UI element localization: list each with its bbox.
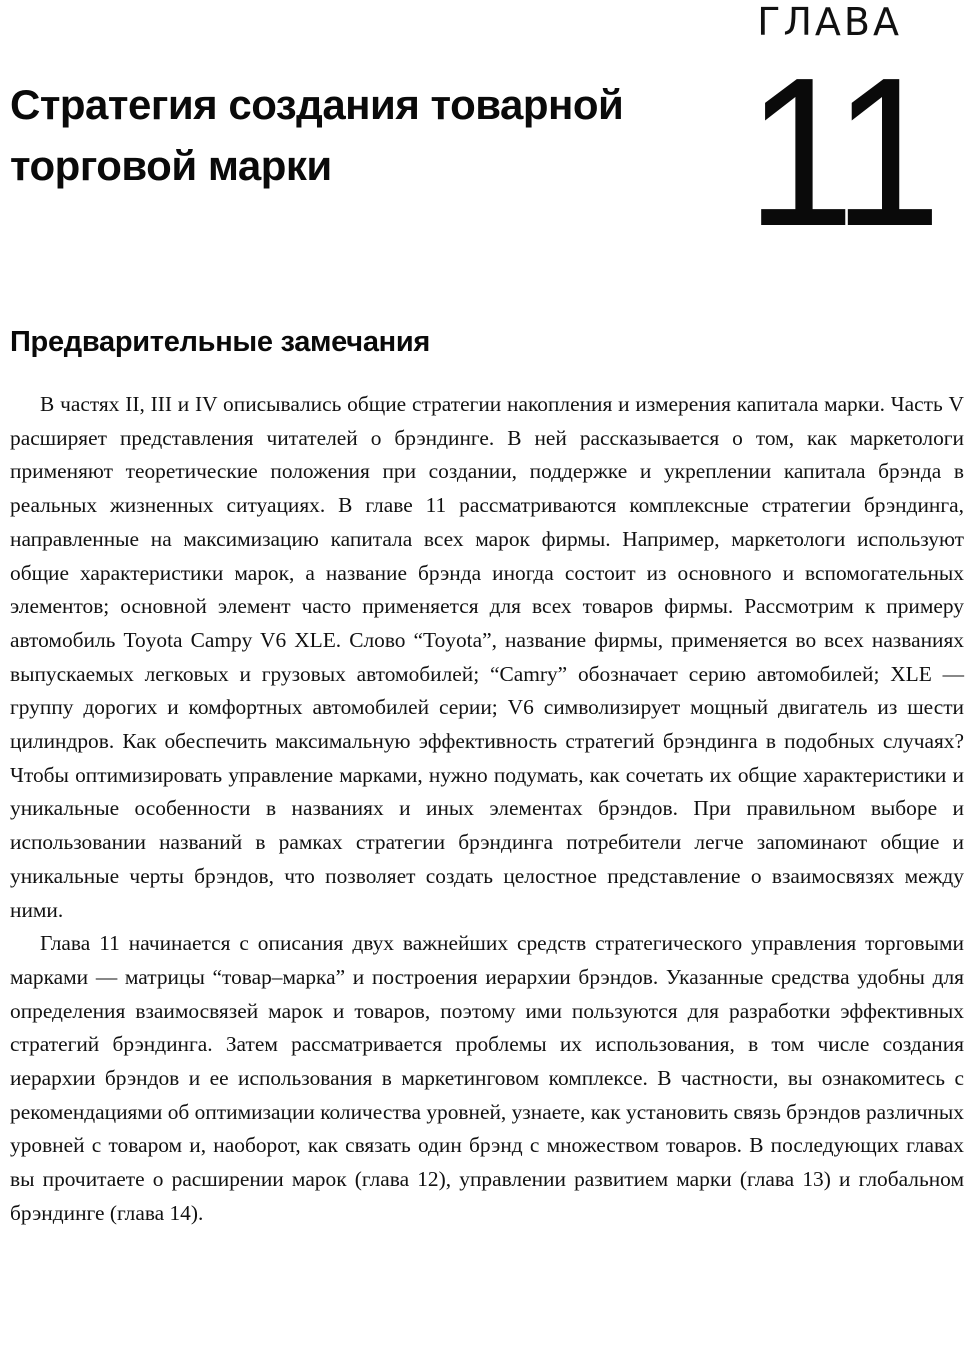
section-heading: Предварительные замечания: [10, 326, 431, 358]
paragraph-2: Глава 11 начинается с описания двух важнейших средств стратегического управления торговыми марками — матрицы “товар–марка” и построения иерархии брэндов. Указанные средства удобны для определения взаимосвязей марок и товаров, поэтому ими пользуются для разработки эффективных стратегий брэндинга. Затем рассматривается проблемы их использования, в том числе создания иерархии брэндов и ее использования в маркетинговом комплексе. В частности, вы ознакомитесь с рекомендациями об оптимизации количества уровней, узнаете, как установить связь брэндов различных уровней с товаром и, наоборот, как связать один брэнд с множеством товаров. В последующих главах вы прочитаете о расширении марок (глава 12), управлении развитием марки (глава 13) и глобальном брэндинге (глава 14).: [10, 931, 964, 1225]
chapter-label: ГЛАВА: [757, 0, 902, 44]
chapter-title: Стратегия создания товарной торговой марки: [10, 81, 624, 189]
body-text: [10, 388, 964, 1231]
chapter-number: 11: [746, 33, 934, 270]
paragraph-1: В частях II, III и IV описывались общие стратегии накопления и измерения капитала марки. Часть V расширяет представления читателей о брэндинге. В ней рассказывается о том, как маркетологи применяют теоретические положения при создании, поддержке и укреплении капитала брэнда в реальных жизненных ситуациях. В главе 11 рассматриваются комплексные стратегии брэндинга, направленные на максимизацию капитала всех марок фирмы. Например, маркетологи используют общие характеристики марок, а название брэнда иногда состоит из основного и вспомогательных элементов; основной элемент часто применяется для всех товаров фирмы. Рассмотрим к примеру автомобиль Toyota Campy V6 XLE. Слово “Toyota”, название фирмы, применяется во всех названиях выпускаемых легковых и грузовых автомобилей; “Camry” обозначает серию автомобилей; XLE — группу дорогих и комфортных автомобилей серии; V6 символизирует мощный двигатель из шести цилиндров. Как обеспечить максимальную эффективность стратегий брэндинга в подобных случаях? Чтобы оптимизировать управление марками, нужно подумать, как сочетать их общие характеристики и уникальные особенности в названиях и иных элементах брэндов. При правильном выборе и использовании названий в рамках стратегии брэндинга потребители легче запоминают общие и уникальные черты брэндов, что позволяет создать целостное представление о взаимосвязях между ними.: [10, 392, 964, 922]
